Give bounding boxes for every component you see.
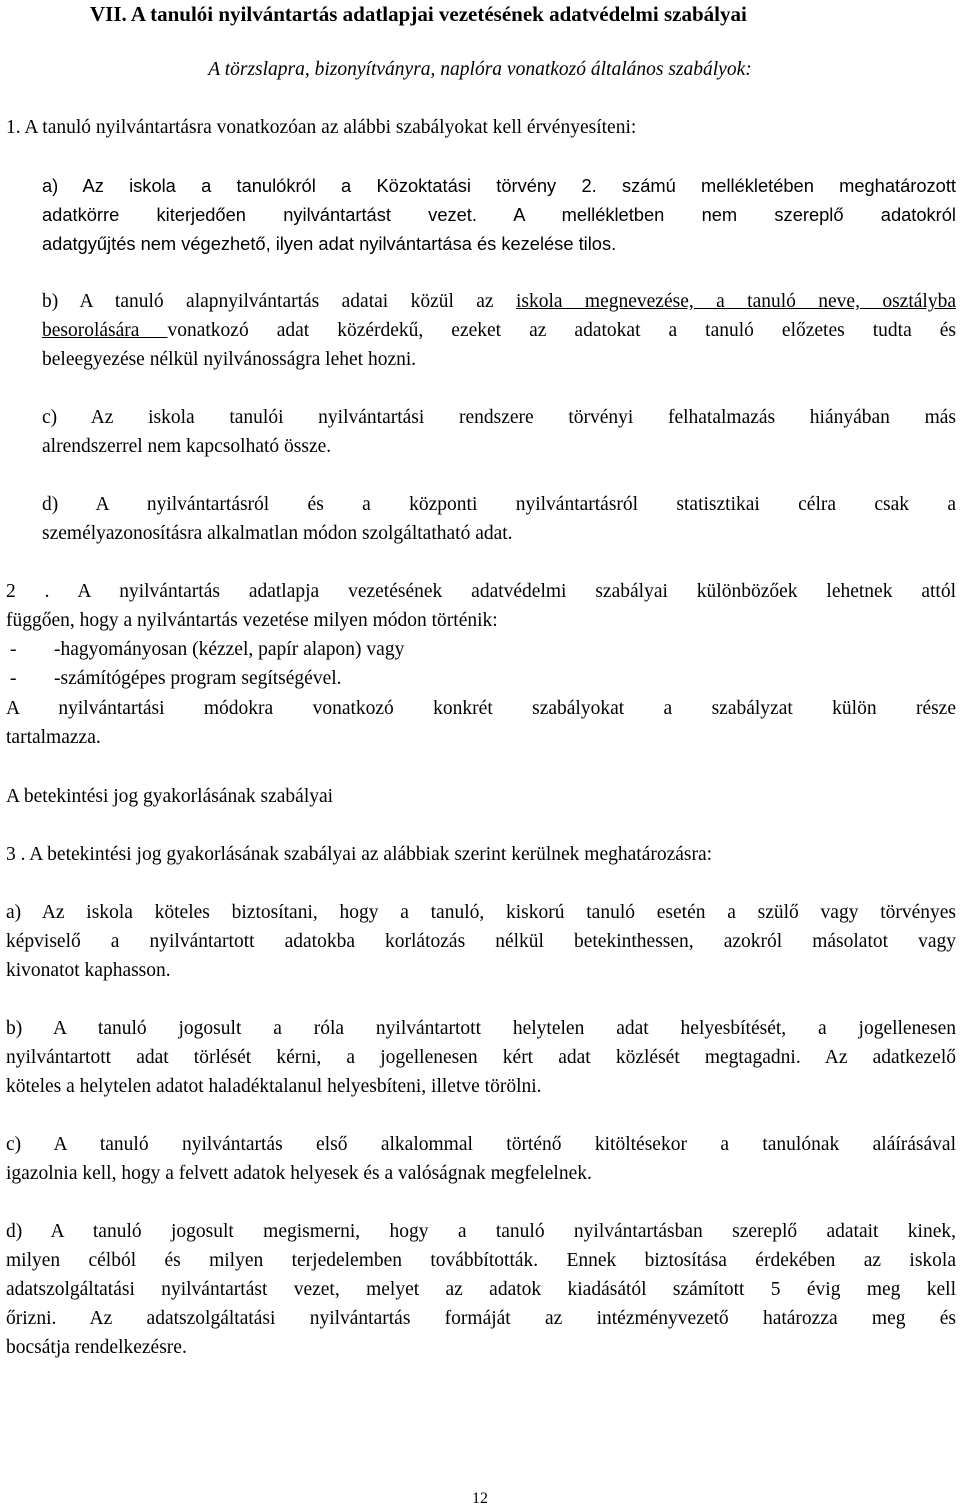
bullet-item-2	[10, 667, 342, 691]
section-2-line-1: 2 . A nyilvántartás adatlapja vezetésének adatvédelmi szabályai különbözőek lehetnek attól	[6, 581, 956, 602]
para-3d-line-4: őrizni. Az adatszolgáltatási nyilvántartás formáját az intézményvezető határozza meg és	[6, 1308, 956, 1329]
bullet-mark: -	[10, 668, 17, 689]
para-3d-line-3: adatszolgáltatási nyilvántartást vezet, melyet az adatok kiadásától számított 5 évig meg kell	[6, 1279, 956, 1300]
para-3b-line-2: nyilvántartott adat törlését kérni, a jogellenesen kért adat közlését megtagadni. Az adatkezelő	[6, 1047, 956, 1068]
para-1b-line-3: beleegyezése nélkül nyilvánosságra lehet hozni.	[42, 349, 417, 370]
para-1c-line-2: alrendszerrel nem kapcsolható össze.	[42, 436, 332, 457]
bullet-text: -hagyományosan (kézzel, papír alapon) vagy	[54, 639, 405, 660]
bullet-item-1	[10, 638, 404, 662]
para-1b-text-2: vonatkozó adat közérdekű, ezeket az adatokat a tanuló előzetes tudta és	[167, 320, 956, 341]
para-1b-underlined-2: besorolására	[42, 320, 168, 341]
para-1d-line-1: d) A nyilvántartásról és a központi nyilvántartásról statisztikai célra csak a	[42, 494, 956, 515]
section-subtitle: A törzslapra, bizonyítványra, naplóra vonatkozó általános szabályok:	[208, 59, 752, 80]
para-1a-line-1: a) Az iskola a tanulókról a Közoktatási törvény 2. számú mellékletében meghatározott	[42, 175, 956, 196]
section-2-closing-line-1: A nyilvántartási módokra vonatkozó konkrét szabályokat a szabályzat külön része	[6, 698, 956, 719]
para-3b-line-1: b) A tanuló jogosult a róla nyilvántartott helytelen adat helyesbítését, a jogellenesen	[6, 1018, 956, 1039]
para-1b-line-2	[42, 319, 956, 343]
para-3b-line-3: köteles a helytelen adatot haladéktalanul helyesbíteni, illetve törölni.	[6, 1076, 542, 1097]
para-1a-line-3: adatgyűjtés nem végezhető, ilyen adat nyilvántartása és kezelése tilos.	[42, 233, 617, 254]
page-title: VII. A tanulói nyilvántartás adatlapjai vezetésének adatvédelmi szabályai	[90, 2, 747, 26]
para-3a-line-2: képviselő a nyilvántartott adatokba korlátozás nélkül betekinthessen, azokról másolatot vagy	[6, 931, 956, 952]
para-3a-line-3: kivonatot kaphasson.	[6, 960, 171, 981]
bullet-text: -számítógépes program segítségével.	[54, 668, 342, 689]
para-1b-line-1	[42, 290, 956, 314]
section-2-closing-line-2: tartalmazza.	[6, 727, 101, 748]
para-1b-underlined: iskola megnevezése, a tanuló neve, osztályba	[515, 291, 956, 312]
para-3c-line-1: c) A tanuló nyilvántartás első alkalommal történő kitöltésekor a tanulónak aláírásával	[6, 1134, 956, 1155]
section-2-line-2: függően, hogy a nyilvántartás vezetése milyen módon történik:	[6, 610, 498, 631]
section-heading-betekintes: A betekintési jog gyakorlásának szabályai	[6, 786, 334, 807]
page-number: 12	[472, 1490, 488, 1507]
para-1a-line-2: adatkörre kiterjedően nyilvántartást vezet. A mellékletben nem szereplő adatokról	[42, 204, 956, 225]
para-3d-line-1: d) A tanuló jogosult megismerni, hogy a tanuló nyilvántartásban szereplő adatait kinek,	[6, 1221, 956, 1242]
para-1b-text: b) A tanuló alapnyilvántartás adatai közül az	[42, 291, 516, 312]
para-1d-line-2: személyazonosításra alkalmatlan módon szolgáltatható adat.	[42, 523, 513, 544]
para-3d-line-2: milyen célból és milyen terjedelemben továbbították. Ennek biztosítása érdekében az iskola	[6, 1250, 956, 1271]
section-1-intro: 1. A tanuló nyilvántartásra vonatkozóan az alábbi szabályokat kell érvényesíteni:	[6, 117, 637, 138]
para-1c-line-1: c) Az iskola tanulói nyilvántartási rendszere törvényi felhatalmazás hiányában más	[42, 407, 956, 428]
section-3-intro: 3 . A betekintési jog gyakorlásának szabályai az alábbiak szerint kerülnek meghatározásra:	[6, 844, 713, 865]
para-3d-line-5: bocsátja rendelkezésre.	[6, 1337, 187, 1358]
para-3c-line-2: igazolnia kell, hogy a felvett adatok helyesek és a valóságnak megfelelnek.	[6, 1163, 592, 1184]
para-3a-line-1: a) Az iskola köteles biztosítani, hogy a tanuló, kiskorú tanuló esetén a szülő vagy törvényes	[6, 902, 956, 923]
bullet-mark: -	[10, 639, 17, 660]
